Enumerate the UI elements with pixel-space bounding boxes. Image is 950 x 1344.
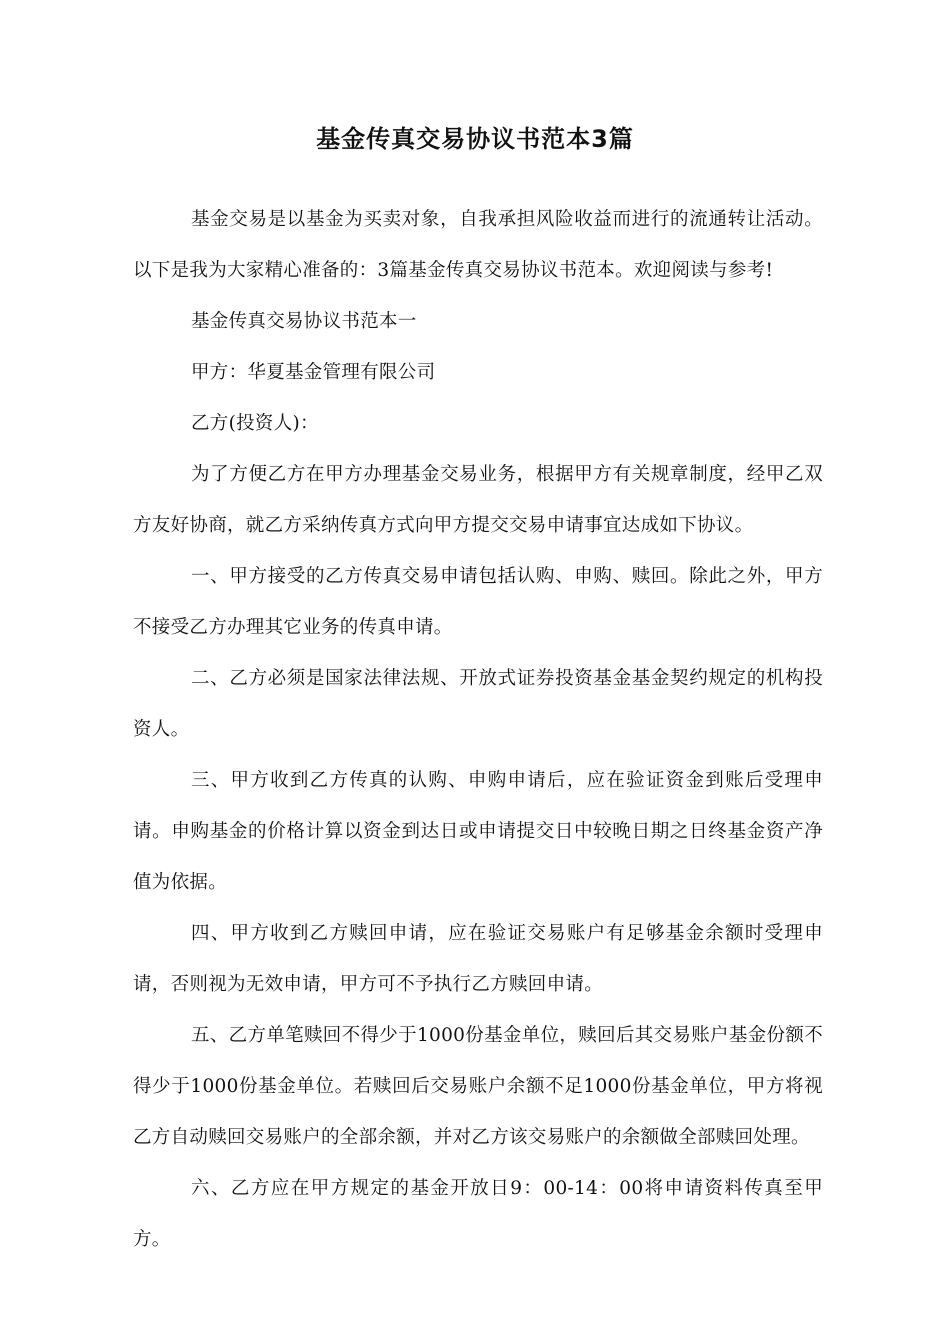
clause-2: 二、乙方必须是国家法律法规、开放式证券投资基金基金契约规定的机构投资人。	[133, 668, 823, 740]
intro-paragraph: 基金交易是以基金为买卖对象，自我承担风险收益而进行的流通转让活动。以下是我为大家精心准备的：3篇基金传真交易协议书范本。欢迎阅读与参考!	[133, 209, 823, 281]
clause-5: 五、乙方单笔赎回不得少于1000份基金单位，赎回后其交易账户基金份额不得少于1000份基金单位。若赎回后交易账户余额不足1000份基金单位，甲方将视乙方自动赎回交易账户的全部余额，并对乙方该交易账户的余额做全部赎回处理。	[133, 1025, 823, 1148]
preamble-paragraph: 为了方便乙方在甲方办理基金交易业务，根据甲方有关规章制度，经甲乙双方友好协商，就乙方采纳传真方式向甲方提交交易申请事宜达成如下协议。	[133, 464, 823, 536]
clause-3: 三、甲方收到乙方传真的认购、申购申请后，应在验证资金到账后受理申请。申购基金的价格计算以资金到达日或申请提交日中较晚日期之日终基金资产净值为依据。	[133, 770, 823, 893]
party-b-line: 乙方(投资人)：	[191, 413, 319, 434]
clause-1: 一、甲方接受的乙方传真交易申请包括认购、申购、赎回。除此之外，甲方不接受乙方办理其它业务的传真申请。	[133, 566, 823, 638]
clause-4: 四、甲方收到乙方赎回申请，应在验证交易账户有足够基金余额时受理申请，否则视为无效申请，甲方可不予执行乙方赎回申请。	[133, 923, 823, 995]
section-heading: 基金传真交易协议书范本一	[191, 311, 417, 332]
document-body	[133, 194, 823, 1265]
party-a-line: 甲方：华夏基金管理有限公司	[191, 362, 436, 383]
clause-6: 六、乙方应在甲方规定的基金开放日9：00-14：00将申请资料传真至甲方。	[133, 1178, 823, 1250]
document-title: 基金传真交易协议书范本3篇	[316, 125, 634, 153]
